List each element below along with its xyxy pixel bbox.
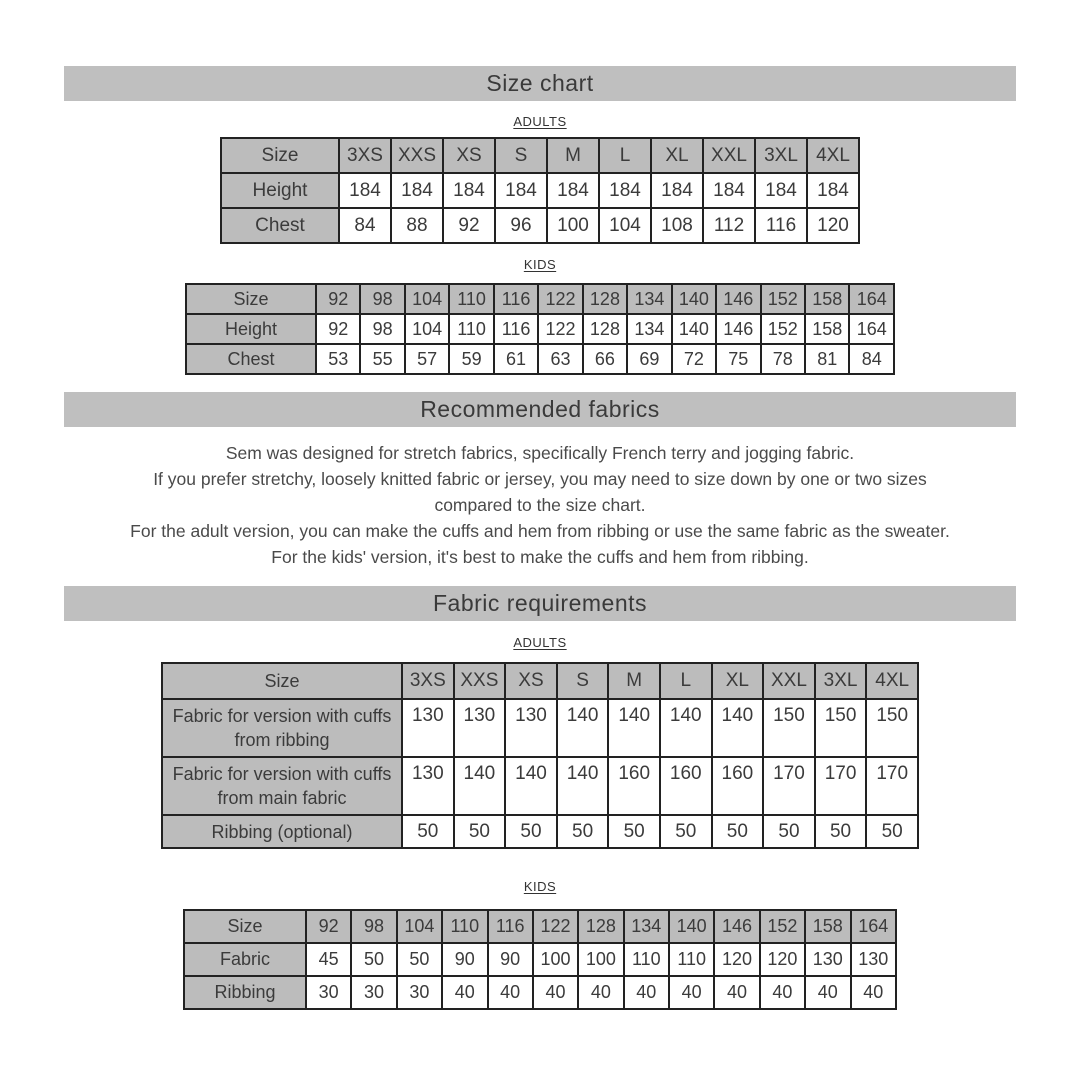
size-adults-value-cell: 184 [339,173,391,208]
fabric-kids-size-cell: 152 [760,910,805,943]
size-kids-size-cell: 122 [538,284,582,314]
size-kids-size-cell: 116 [494,284,538,314]
fabric-kids-value-cell: 30 [351,976,396,1009]
fabric-adults-value-cell: 50 [505,815,557,848]
size-adults-value-cell: 108 [651,208,703,243]
size-kids-size-cell: 110 [449,284,493,314]
size-kids-value-cell: 57 [405,344,449,374]
size-kids-value-cell: 152 [761,314,805,344]
size-kids-value-cell: 146 [716,314,760,344]
fabric-kids-value-cell: 40 [624,976,669,1009]
paragraph-line: For the adult version, you can make the cuffs and hem from ribbing or use the same fabric as the sweater. [130,521,950,541]
fabric-kids-value-cell: 120 [760,943,805,976]
size-kids-value-cell: 81 [805,344,849,374]
size-kids-row-label: Height [186,314,316,344]
recommended-fabrics-paragraph [0,440,1080,570]
fabric-adults-size-cell: 3XL [815,663,867,699]
size-adults-value-cell: 104 [599,208,651,243]
fabric-adults-size-cell: 4XL [866,663,918,699]
size-kids-header-label: Size [186,284,316,314]
size-adults-value-cell: 184 [703,173,755,208]
section-header-fabric-requirements [64,586,1016,621]
size-adults-size-cell: XXS [391,138,443,173]
fabric-adults-row-label: Ribbing (optional) [162,815,402,848]
fabric-adults-value-cell: 170 [763,757,815,815]
size-adults-value-cell: 100 [547,208,599,243]
section-header-size-chart [64,66,1016,101]
fabric-adults-data-row [162,757,918,815]
fabric-adults-value-cell: 140 [557,699,609,757]
fabric-adults-value-cell: 130 [402,757,454,815]
fabric-kids-value-cell: 110 [624,943,669,976]
size-kids-header-row [186,284,894,314]
fabric-adults-value-cell: 150 [815,699,867,757]
fabric-kids-value-cell: 40 [669,976,714,1009]
size-chart-kids-table [185,283,895,375]
fabric-kids-size-cell: 110 [442,910,487,943]
size-kids-value-cell: 110 [449,314,493,344]
fabric-adults-value-cell: 50 [557,815,609,848]
size-kids-value-cell: 53 [316,344,360,374]
size-kids-value-cell: 140 [672,314,716,344]
paragraph-line: If you prefer stretchy, loosely knitted fabric or jersey, you may need to size down by one or two sizes [153,469,927,489]
size-kids-data-row [186,314,894,344]
size-kids-size-cell: 158 [805,284,849,314]
fabric-kids-data-row [184,976,896,1009]
fabric-kids-header-label: Size [184,910,306,943]
size-kids-size-cell: 140 [672,284,716,314]
size-kids-size-cell: 152 [761,284,805,314]
fabric-adults-size-cell: XS [505,663,557,699]
fabric-kids-size-cell: 122 [533,910,578,943]
size-adults-value-cell: 120 [807,208,859,243]
size-kids-data-row [186,344,894,374]
size-kids-value-cell: 84 [849,344,894,374]
fabric-adults-value-cell: 130 [505,699,557,757]
fabric-kids-value-cell: 130 [851,943,897,976]
fabric-kids-value-cell: 40 [578,976,623,1009]
fabric-adults-size-cell: M [608,663,660,699]
fabric-adults-value-cell: 150 [866,699,918,757]
size-adults-value-cell: 184 [443,173,495,208]
fabric-kids-value-cell: 100 [578,943,623,976]
fabric-kids-value-cell: 45 [306,943,351,976]
fabric-kids-value-cell: 50 [397,943,442,976]
size-adults-size-cell: M [547,138,599,173]
size-adults-header-row [221,138,859,173]
fabric-adults-value-cell: 140 [660,699,712,757]
size-kids-value-cell: 98 [360,314,404,344]
fabric-adults-size-cell: S [557,663,609,699]
size-kids-size-cell: 146 [716,284,760,314]
size-adults-size-cell: 3XS [339,138,391,173]
fabric-adults-value-cell: 140 [608,699,660,757]
fabric-kids-size-cell: 104 [397,910,442,943]
fabric-kids-value-cell: 90 [488,943,533,976]
fabric-kids-size-cell: 146 [714,910,759,943]
size-adults-value-cell: 184 [391,173,443,208]
size-kids-value-cell: 66 [583,344,627,374]
fabric-kids-header-row [184,910,896,943]
fabric-kids-size-cell: 164 [851,910,897,943]
fabric-kids-value-cell: 90 [442,943,487,976]
fabric-kids-value-cell: 30 [397,976,442,1009]
size-kids-size-cell: 104 [405,284,449,314]
size-adults-value-cell: 116 [755,208,807,243]
paragraph-line: compared to the size chart. [434,495,646,515]
size-adults-value-cell: 184 [547,173,599,208]
size-adults-size-cell: S [495,138,547,173]
size-adults-data-row [221,173,859,208]
fabric-kids-size-cell: 140 [669,910,714,943]
size-adults-value-cell: 96 [495,208,547,243]
size-adults-value-cell: 184 [807,173,859,208]
fabric-adults-header-label: Size [162,663,402,699]
size-kids-value-cell: 75 [716,344,760,374]
size-kids-value-cell: 104 [405,314,449,344]
fabric-kids-size-cell: 128 [578,910,623,943]
fabric-adults-value-cell: 130 [402,699,454,757]
fabric-adults-size-cell: 3XS [402,663,454,699]
size-kids-size-cell: 128 [583,284,627,314]
fabric-requirements-adults-table [161,662,919,849]
fabric-kids-value-cell: 40 [714,976,759,1009]
fabric-kids-value-cell: 130 [805,943,850,976]
size-adults-value-cell: 92 [443,208,495,243]
size-adults-size-cell: XXL [703,138,755,173]
fabric-adults-row-label: Fabric for version with cuffs from main fabric [162,757,402,815]
size-kids-value-cell: 92 [316,314,360,344]
paragraph-line: For the kids' version, it's best to make the cuffs and hem from ribbing. [271,547,809,567]
fabric-adults-value-cell: 50 [712,815,764,848]
fabric-adults-value-cell: 160 [608,757,660,815]
fabric-adults-value-cell: 160 [712,757,764,815]
fabric-kids-value-cell: 40 [760,976,805,1009]
fabric-kids-size-cell: 92 [306,910,351,943]
fabric-kids-value-cell: 40 [488,976,533,1009]
size-kids-value-cell: 116 [494,314,538,344]
size-adults-value-cell: 184 [755,173,807,208]
size-kids-value-cell: 78 [761,344,805,374]
paragraph-line: Sem was designed for stretch fabrics, specifically French terry and jogging fabric. [225,443,855,463]
size-kids-value-cell: 158 [805,314,849,344]
fabric-adults-value-cell: 50 [815,815,867,848]
fabric-kids-size-cell: 98 [351,910,396,943]
fabric-adults-value-cell: 50 [402,815,454,848]
size-adults-data-row [221,208,859,243]
fabric-adults-value-cell: 50 [454,815,506,848]
size-adults-header-label: Size [221,138,339,173]
fabric-kids-value-cell: 30 [306,976,351,1009]
adults-label-size-chart: ADULTS [513,114,567,129]
fabric-adults-value-cell: 50 [763,815,815,848]
fabric-adults-value-cell: 130 [454,699,506,757]
size-adults-value-cell: 184 [599,173,651,208]
section-header-recommended-fabrics [64,392,1016,427]
fabric-adults-value-cell: 140 [454,757,506,815]
fabric-adults-value-cell: 50 [608,815,660,848]
fabric-adults-value-cell: 50 [866,815,918,848]
fabric-kids-size-cell: 134 [624,910,669,943]
size-kids-value-cell: 63 [538,344,582,374]
size-kids-size-cell: 92 [316,284,360,314]
fabric-adults-value-cell: 170 [866,757,918,815]
size-kids-row-label: Chest [186,344,316,374]
fabric-adults-value-cell: 140 [712,699,764,757]
size-kids-value-cell: 134 [627,314,671,344]
fabric-adults-data-row [162,815,918,848]
size-kids-size-cell: 98 [360,284,404,314]
size-kids-size-cell: 164 [849,284,894,314]
size-kids-value-cell: 55 [360,344,404,374]
size-adults-value-cell: 184 [495,173,547,208]
fabric-kids-row-label: Fabric [184,943,306,976]
fabric-adults-value-cell: 150 [763,699,815,757]
size-kids-value-cell: 72 [672,344,716,374]
fabric-kids-value-cell: 100 [533,943,578,976]
size-chart-adults-table [220,137,860,244]
kids-label-fabric-requirements: KIDS [523,879,557,894]
size-adults-size-cell: XL [651,138,703,173]
kids-label-size-chart: KIDS [523,257,557,272]
size-adults-size-cell: XS [443,138,495,173]
fabric-adults-value-cell: 50 [660,815,712,848]
fabric-adults-data-row [162,699,918,757]
fabric-adults-value-cell: 140 [505,757,557,815]
fabric-kids-value-cell: 40 [533,976,578,1009]
size-adults-row-label: Height [221,173,339,208]
section-title: Fabric requirements [432,590,648,616]
fabric-kids-value-cell: 40 [442,976,487,1009]
fabric-adults-size-cell: XL [712,663,764,699]
fabric-kids-size-cell: 158 [805,910,850,943]
fabric-kids-value-cell: 40 [851,976,897,1009]
fabric-kids-value-cell: 110 [669,943,714,976]
size-kids-value-cell: 128 [583,314,627,344]
size-kids-value-cell: 59 [449,344,493,374]
fabric-kids-size-cell: 116 [488,910,533,943]
fabric-requirements-kids-table [183,909,897,1010]
fabric-adults-header-row [162,663,918,699]
fabric-kids-value-cell: 50 [351,943,396,976]
size-adults-value-cell: 112 [703,208,755,243]
fabric-kids-value-cell: 120 [714,943,759,976]
size-adults-value-cell: 184 [651,173,703,208]
section-title: Size chart [486,70,594,96]
size-kids-size-cell: 134 [627,284,671,314]
size-adults-size-cell: L [599,138,651,173]
size-adults-value-cell: 84 [339,208,391,243]
size-kids-value-cell: 122 [538,314,582,344]
fabric-adults-value-cell: 160 [660,757,712,815]
size-adults-size-cell: 3XL [755,138,807,173]
fabric-adults-size-cell: L [660,663,712,699]
fabric-adults-row-label: Fabric for version with cuffs from ribbing [162,699,402,757]
size-kids-value-cell: 69 [627,344,671,374]
size-adults-row-label: Chest [221,208,339,243]
fabric-kids-data-row [184,943,896,976]
size-kids-value-cell: 164 [849,314,894,344]
section-title: Recommended fabrics [420,396,660,422]
size-adults-size-cell: 4XL [807,138,859,173]
fabric-kids-value-cell: 40 [805,976,850,1009]
adults-label-fabric-requirements: ADULTS [513,635,567,650]
fabric-adults-value-cell: 170 [815,757,867,815]
fabric-kids-row-label: Ribbing [184,976,306,1009]
fabric-adults-size-cell: XXS [454,663,506,699]
size-adults-value-cell: 88 [391,208,443,243]
fabric-adults-size-cell: XXL [763,663,815,699]
size-kids-value-cell: 61 [494,344,538,374]
fabric-adults-value-cell: 140 [557,757,609,815]
